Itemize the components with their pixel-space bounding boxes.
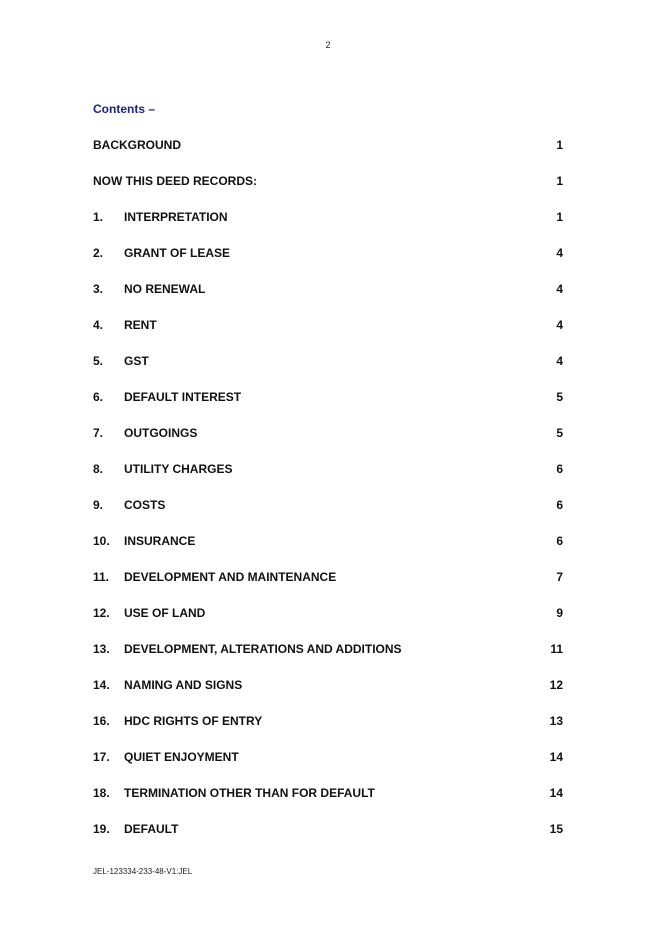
toc-entry xyxy=(93,498,563,534)
toc-entry-page: 6 xyxy=(556,534,563,548)
toc-entry-title: DEFAULT INTEREST xyxy=(124,390,242,404)
toc-entry-title: GST xyxy=(124,354,149,368)
toc-entry-title: NOW THIS DEED RECORDS: xyxy=(93,174,258,188)
toc-entry-page: 6 xyxy=(556,462,563,476)
toc-entry-title: DEVELOPMENT AND MAINTENANCE xyxy=(124,570,337,584)
toc-entry-title: NAMING AND SIGNS xyxy=(124,678,243,692)
toc-entry-page: 5 xyxy=(556,426,563,440)
toc-entry-number: 18. xyxy=(93,786,110,800)
toc-entry xyxy=(93,570,563,606)
toc-entry-title: HDC RIGHTS OF ENTRY xyxy=(124,714,263,728)
toc-entry-number: 9. xyxy=(93,498,104,512)
toc-entry-number: 7. xyxy=(93,426,104,440)
toc-entry-page: 4 xyxy=(556,246,563,260)
toc-entry-page: 11 xyxy=(550,642,563,656)
toc-entry-title: BACKGROUND xyxy=(93,138,181,152)
toc-entry-title: USE OF LAND xyxy=(124,606,206,620)
toc-entry-number: 19. xyxy=(93,822,110,836)
toc-entry-page: 12 xyxy=(549,678,563,692)
contents-heading: Contents – xyxy=(93,102,156,116)
toc-entry-page: 7 xyxy=(556,570,563,584)
toc-entry-number: 5. xyxy=(93,354,104,368)
toc-entry-page: 14 xyxy=(549,786,563,800)
toc-entry-title: UTILITY CHARGES xyxy=(124,462,233,476)
toc-entry-page: 1 xyxy=(556,210,563,224)
toc-entry xyxy=(93,426,563,462)
toc-entry-page: 4 xyxy=(556,282,563,296)
toc-entry xyxy=(93,318,563,354)
toc-entry xyxy=(93,786,563,822)
toc-entry-page: 1 xyxy=(556,174,563,188)
toc-entry-number: 12. xyxy=(93,606,110,620)
toc-entry-number: 8. xyxy=(93,462,104,476)
toc-entry-title: TERMINATION OTHER THAN FOR DEFAULT xyxy=(124,786,375,800)
toc-entry-page: 5 xyxy=(556,390,563,404)
toc-entry-page: 4 xyxy=(556,354,563,368)
toc-entry xyxy=(93,246,563,282)
toc-entry-number: 4. xyxy=(93,318,104,332)
toc-entry xyxy=(93,138,563,174)
toc-entry-page: 1 xyxy=(556,138,563,152)
toc-entry-number: 17. xyxy=(93,750,110,764)
toc-entry-page: 15 xyxy=(549,822,563,836)
toc-entry xyxy=(93,678,563,714)
table-of-contents xyxy=(93,138,563,858)
toc-entry-number: 3. xyxy=(93,282,104,296)
toc-entry-number: 1. xyxy=(93,210,104,224)
toc-entry xyxy=(93,462,563,498)
footer-document-reference: JEL-123334-233-48-V1:JEL xyxy=(93,867,193,876)
toc-entry xyxy=(93,534,563,570)
toc-entry-title: COSTS xyxy=(124,498,166,512)
toc-entry-title: DEFAULT xyxy=(124,822,179,836)
toc-entry-title: INSURANCE xyxy=(124,534,196,548)
toc-entry-page: 14 xyxy=(549,750,563,764)
toc-entry xyxy=(93,390,563,426)
toc-entry xyxy=(93,210,563,246)
toc-entry-number: 6. xyxy=(93,390,104,404)
toc-entry xyxy=(93,822,563,858)
toc-entry xyxy=(93,282,563,318)
toc-entry-title: OUTGOINGS xyxy=(124,426,198,440)
toc-entry xyxy=(93,174,563,210)
toc-entry xyxy=(93,606,563,642)
toc-entry xyxy=(93,354,563,390)
page-number: 2 xyxy=(325,40,331,50)
toc-entry-number: 2. xyxy=(93,246,104,260)
toc-entry-number: 10. xyxy=(93,534,110,548)
toc-entry-title: RENT xyxy=(124,318,157,332)
toc-entry-number: 14. xyxy=(93,678,110,692)
toc-entry-page: 4 xyxy=(556,318,563,332)
toc-entry xyxy=(93,750,563,786)
toc-entry-page: 6 xyxy=(556,498,563,512)
toc-entry-number: 11. xyxy=(93,570,110,584)
toc-entry xyxy=(93,714,563,750)
toc-entry-title: QUIET ENJOYMENT xyxy=(124,750,239,764)
toc-entry-title: NO RENEWAL xyxy=(124,282,206,296)
toc-entry-page: 9 xyxy=(556,606,563,620)
toc-entry-title: GRANT OF LEASE xyxy=(124,246,231,260)
toc-entry-title: DEVELOPMENT, ALTERATIONS AND ADDITIONS xyxy=(124,642,402,656)
toc-entry-title: INTERPRETATION xyxy=(124,210,228,224)
toc-entry-number: 13. xyxy=(93,642,110,656)
toc-entry-page: 13 xyxy=(549,714,563,728)
toc-entry xyxy=(93,642,563,678)
toc-entry-number: 16. xyxy=(93,714,110,728)
